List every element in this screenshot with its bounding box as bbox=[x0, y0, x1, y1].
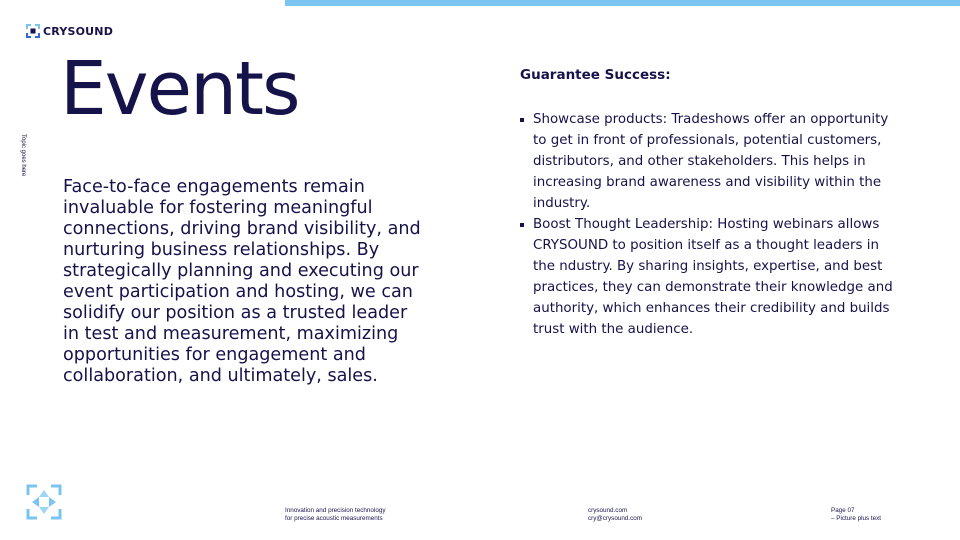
guarantee-heading: Guarantee Success: bbox=[520, 67, 671, 83]
page-title: Events bbox=[60, 46, 299, 132]
brand-name: CRYSOUND bbox=[43, 24, 114, 38]
guarantee-list bbox=[520, 109, 900, 340]
footer-contact bbox=[588, 507, 642, 523]
footer-tagline bbox=[285, 507, 385, 523]
footer-tagline-line1: Innovation and precision technology bbox=[285, 507, 386, 514]
footer-tagline-line2: for precise acoustic measurements bbox=[285, 515, 383, 522]
brand-logo bbox=[26, 24, 113, 38]
list-item bbox=[520, 109, 900, 214]
topic-label: Topic goes here bbox=[20, 134, 26, 177]
crysound-logo-icon bbox=[26, 24, 40, 38]
bullet-icon bbox=[520, 118, 524, 122]
footer-page-info bbox=[831, 507, 881, 523]
bullet-icon bbox=[520, 223, 524, 227]
layout-name: – Picture plus text bbox=[831, 515, 882, 522]
list-item bbox=[520, 214, 900, 340]
crysound-mark-icon bbox=[26, 484, 62, 520]
list-item-text: Showcase products: Tradeshows offer an opportunity to get in front of professionals, potential customers, distributors, and other stakeholders. This helps in increasing brand awareness and visibility within the industry. bbox=[533, 112, 889, 211]
list-item-text: Boost Thought Leadership: Hosting webinars allows CRYSOUND to position itself as a thought leaders in the ndustry. By sharing insights, expertise, and best practices, they can demonstrate their knowledge and authority, which enhances their credibility and builds trust with the audience. bbox=[533, 217, 893, 337]
footer-email-link[interactable]: cry@crysound.com bbox=[588, 515, 642, 522]
intro-paragraph: Face-to-face engagements remain invaluable for fostering meaningful connections, driving brand visibility, and nurturing business relationships. By strategically planning and executing our event participation and hosting, we can solidify our position as a trusted leader in test and measurement, maximizing opportunities for engagement and collaboration, and ultimately, sales. bbox=[63, 177, 421, 386]
footer-website-link[interactable]: crysound.com bbox=[588, 507, 628, 514]
top-accent-bar bbox=[285, 0, 960, 6]
page-number: Page 07 bbox=[831, 507, 855, 514]
